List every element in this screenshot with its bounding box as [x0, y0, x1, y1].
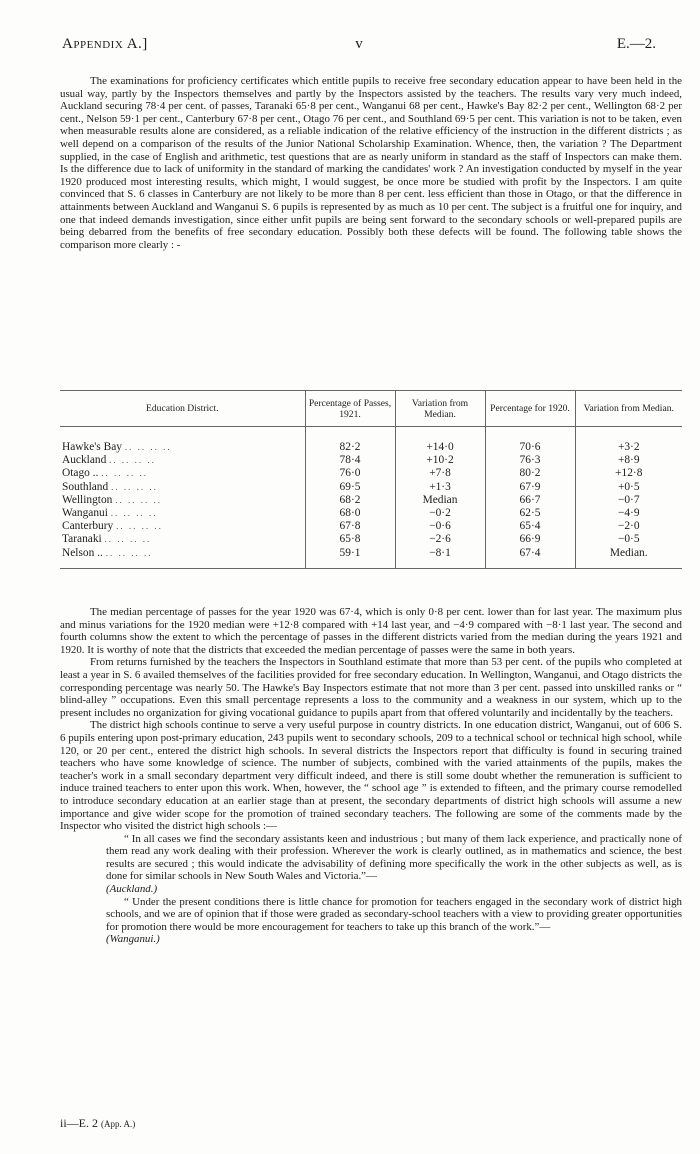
district-name: Canterbury — [62, 520, 114, 533]
pct-1920-cell: 76·3 — [485, 454, 575, 467]
pct-1921-cell: 68·2 — [305, 494, 395, 507]
header-var-1921: Variation from Median. — [395, 391, 485, 427]
pct-1920-cell: 80·2 — [485, 467, 575, 480]
var-1920-cell: −4·9 — [575, 507, 682, 520]
table-row — [60, 467, 682, 480]
discussion-section — [60, 606, 682, 946]
var-1920-cell: −2·0 — [575, 520, 682, 533]
leader-dots: .. .. .. .. — [104, 534, 152, 545]
district-high-schools-paragraph: The district high schools continue to serve a very useful purpose in country districts. In one education district, Wanganui, out of 606 S. 6 pupils entering upon post-primary education, 243 pupils went to secondary schools, 209 to a technical school or technical high school, while 120, or 20 per cent., entered the district high schools. In several districts the Inspectors report that difficulty is found in securing trained teachers who have some knowledge of science. The number of subjects, combined with the varied attainments of the pupils, makes the teacher's work in a small secondary department very difficult indeed, and there is still some doubt whether the remuneration is sufficient to induce trained teachers to enter upon this work. When, however, the “ school age ” is extended to fifteen, and the primary course remodelled to introduce secondary education at an earlier stage than at present, the secondary departments of district high schools will assume a new importance and give wider scope for the promotion of trained secondary teachers. The following are some of the comments made by the Inspector who visited the district high schools :— — [60, 719, 682, 833]
intro-section — [60, 75, 682, 251]
pct-1920-cell: 66·9 — [485, 533, 575, 546]
table-row — [60, 494, 682, 507]
appendix-label: Appendix A.] — [62, 36, 148, 52]
pct-1920-cell: 62·5 — [485, 507, 575, 520]
var-1921-cell: +14·0 — [395, 441, 485, 454]
table-row — [60, 507, 682, 520]
table-row — [60, 520, 682, 533]
var-1920-cell: Median. — [575, 547, 682, 569]
pct-1921-cell: 65·8 — [305, 533, 395, 546]
district-name: Otago .. — [62, 467, 99, 480]
pct-1921-cell: 76·0 — [305, 467, 395, 480]
table-header-row — [60, 391, 682, 427]
header-var-1920: Variation from Median. — [575, 391, 682, 427]
quote-text: “ In all cases we find the secondary assistants keen and industrious ; but many of them lack experience, and practically none of them read any work dealing with their profession. Wherever the work is clearly outlined, as in mathematics and science, the best results are secured ; this would indicate the advisability of defining more specifically the work in the other subjects as well, as is done for similar schools in New South Wales and Victoria.”— — [106, 832, 682, 883]
table-row — [60, 547, 682, 569]
header-pct-1920: Percentage for 1920. — [485, 391, 575, 427]
table-row — [60, 441, 682, 454]
comparison-table — [60, 390, 682, 569]
pct-1920-cell: 70·6 — [485, 441, 575, 454]
var-1921-cell: Median — [395, 494, 485, 507]
appendix-note: (App. A.) — [101, 1119, 136, 1129]
var-1921-cell: +1·3 — [395, 481, 485, 494]
district-name: Auckland — [62, 454, 107, 467]
leader-dots: .. .. .. .. — [109, 455, 156, 466]
leader-dots: .. .. .. .. — [105, 547, 153, 558]
district-name: Nelson .. — [62, 546, 103, 559]
quote-auckland — [106, 833, 682, 896]
var-1920-cell: −0·5 — [575, 533, 682, 546]
pct-1921-cell: 68·0 — [305, 507, 395, 520]
leader-dots: .. .. .. .. — [115, 494, 162, 505]
document-code: E.—2. — [616, 36, 656, 52]
var-1921-cell: −0·2 — [395, 507, 485, 520]
page-header — [62, 36, 656, 56]
page-footer — [60, 1116, 135, 1131]
quote-source: (Wanganui.) — [106, 933, 160, 946]
leader-dots: .. .. .. .. — [124, 442, 172, 452]
district-name: Hawke's Bay — [62, 441, 122, 453]
var-1921-cell: −8·1 — [395, 547, 485, 569]
pct-1920-cell: 67·4 — [485, 547, 575, 569]
quote-wanganui — [106, 896, 682, 946]
var-1920-cell: +8·9 — [575, 454, 682, 467]
returns-paragraph: From returns furnished by the teachers the Inspectors in Southland estimate that more than 53 per cent. of the pupils who completed at least a year in S. 6 availed themselves of the facilities provided for free secondary education. In Wellington, Wanganui, and Otago districts the corresponding percentage was nearly 50. The Hawke's Bay Inspectors estimate that not more than 3 per cent. passed into unskilled ranks or “ blind-alley ” occupations. Even this small percentage represents a loss to the community and a weakness in our system, which up to the present includes no organization for giving vocational guidance to pupils apart from that offered voluntarily and incidentally by the teachers. — [60, 656, 682, 719]
page-number: v — [355, 36, 363, 52]
var-1921-cell: −2·6 — [395, 533, 485, 546]
var-1920-cell: +12·8 — [575, 467, 682, 480]
pct-1920-cell: 66·7 — [485, 494, 575, 507]
header-district: Education District. — [146, 403, 219, 414]
pct-1921-cell: 78·4 — [305, 454, 395, 467]
table-row — [60, 454, 682, 467]
var-1920-cell: +3·2 — [575, 441, 682, 454]
intro-paragraph: The examinations for proficiency certificates which entitle pupils to receive free secondary education appear to have been held in the usual way, partly by the Inspectors themselves and partly by the Inspectors assisted by the teachers. The results vary very much indeed, Auckland securing 78·4 per cent. of passes, Taranaki 65·8 per cent., Wanganui 68 per cent., Hawke's Bay 82·2 per cent., Wellington 68·2 per cent., Nelson 59·1 per cent., Canterbury 67·8 per cent., Otago 76 per cent., and Southland 69·5 per cent. This variation is not to be taken, even when measurable results alone are considered, as a reliable indication of the relative efficiency of the instruction in the different districts ; as well depend on a comparison of the results of the Junior National Scholarship Examination. Whence, then, the variation ? The Department supplied, in the case of English and arithmetic, test questions that are as nearly uniform in standard as the staff of Inspectors can make them. Is the difference due to lack of uniformity in the standard of marking the candidates' work ? An investigation conducted by myself in the year 1920 produced most interesting results, which might, I would suggest, be once more be studied with profit by the Inspectors. I am quite convinced that S. 6 classes in Canterbury are not likely to be more than 8 per cent. less efficient than those in Otago, or that the difference in attainments between Auckland and Wanganui S. 6 pupils is represented by as much as 10 per cent. The subject is a fruitful one for inquiry, and one that indeed demands investigation, since either unfit pupils are being sent forward to the secondary schools or well-prepared pupils are being debarred from the benefits of free secondary education. Possibly both these defects will be found. The following table shows the comparison more clearly : - — [60, 75, 682, 251]
table-row — [60, 533, 682, 546]
var-1921-cell: −0·6 — [395, 520, 485, 533]
quote-source: (Auckland.) — [106, 883, 158, 896]
leader-dots: .. .. .. .. — [116, 521, 163, 532]
pct-1921-cell: 82·2 — [305, 441, 395, 454]
district-name: Wanganui — [62, 507, 108, 520]
leader-dots: .. .. .. .. — [101, 468, 148, 479]
signature-mark: ii—E. 2 — [60, 1116, 98, 1130]
pct-1921-cell: 67·8 — [305, 520, 395, 533]
pct-1920-cell: 67·9 — [485, 481, 575, 494]
pct-1920-cell: 65·4 — [485, 520, 575, 533]
var-1920-cell: +0·5 — [575, 481, 682, 494]
district-name: Southland — [62, 480, 109, 493]
leader-dots: .. .. .. .. — [111, 481, 158, 492]
median-paragraph: The median percentage of passes for the year 1920 was 67·4, which is only 0·8 per cent. lower than for last year. The maximum plus and minus variations for the 1920 median were +12·8 compared with +14 last year, and −4·9 compared with −8·1 last year. The second and fourth columns show the extent to which the percentage of passes in the different districts varied from the median during the years 1921 and 1920. It is worthy of note that the districts that exceeded the median percentage of passes were the same in both years. — [60, 606, 682, 656]
var-1920-cell: −0·7 — [575, 494, 682, 507]
pct-1921-cell: 59·1 — [305, 547, 395, 569]
pct-1921-cell: 69·5 — [305, 481, 395, 494]
quote-text: “ Under the present conditions there is little chance for promotion for teachers engaged in the secondary work of district high schools, and we are of opinion that if those were graded as secondary-school teachers with a view to providing greater opportunities for promotion there would be more encouragement for teachers to take up this branch of the work.”— — [106, 895, 682, 933]
district-name: Taranaki — [62, 533, 102, 546]
district-name: Wellington — [62, 493, 113, 506]
header-pct-1921: Percentage of Passes, 1921. — [305, 391, 395, 427]
var-1921-cell: +10·2 — [395, 454, 485, 467]
var-1921-cell: +7·8 — [395, 467, 485, 480]
leader-dots: .. .. .. .. — [110, 508, 158, 519]
table-row — [60, 481, 682, 494]
